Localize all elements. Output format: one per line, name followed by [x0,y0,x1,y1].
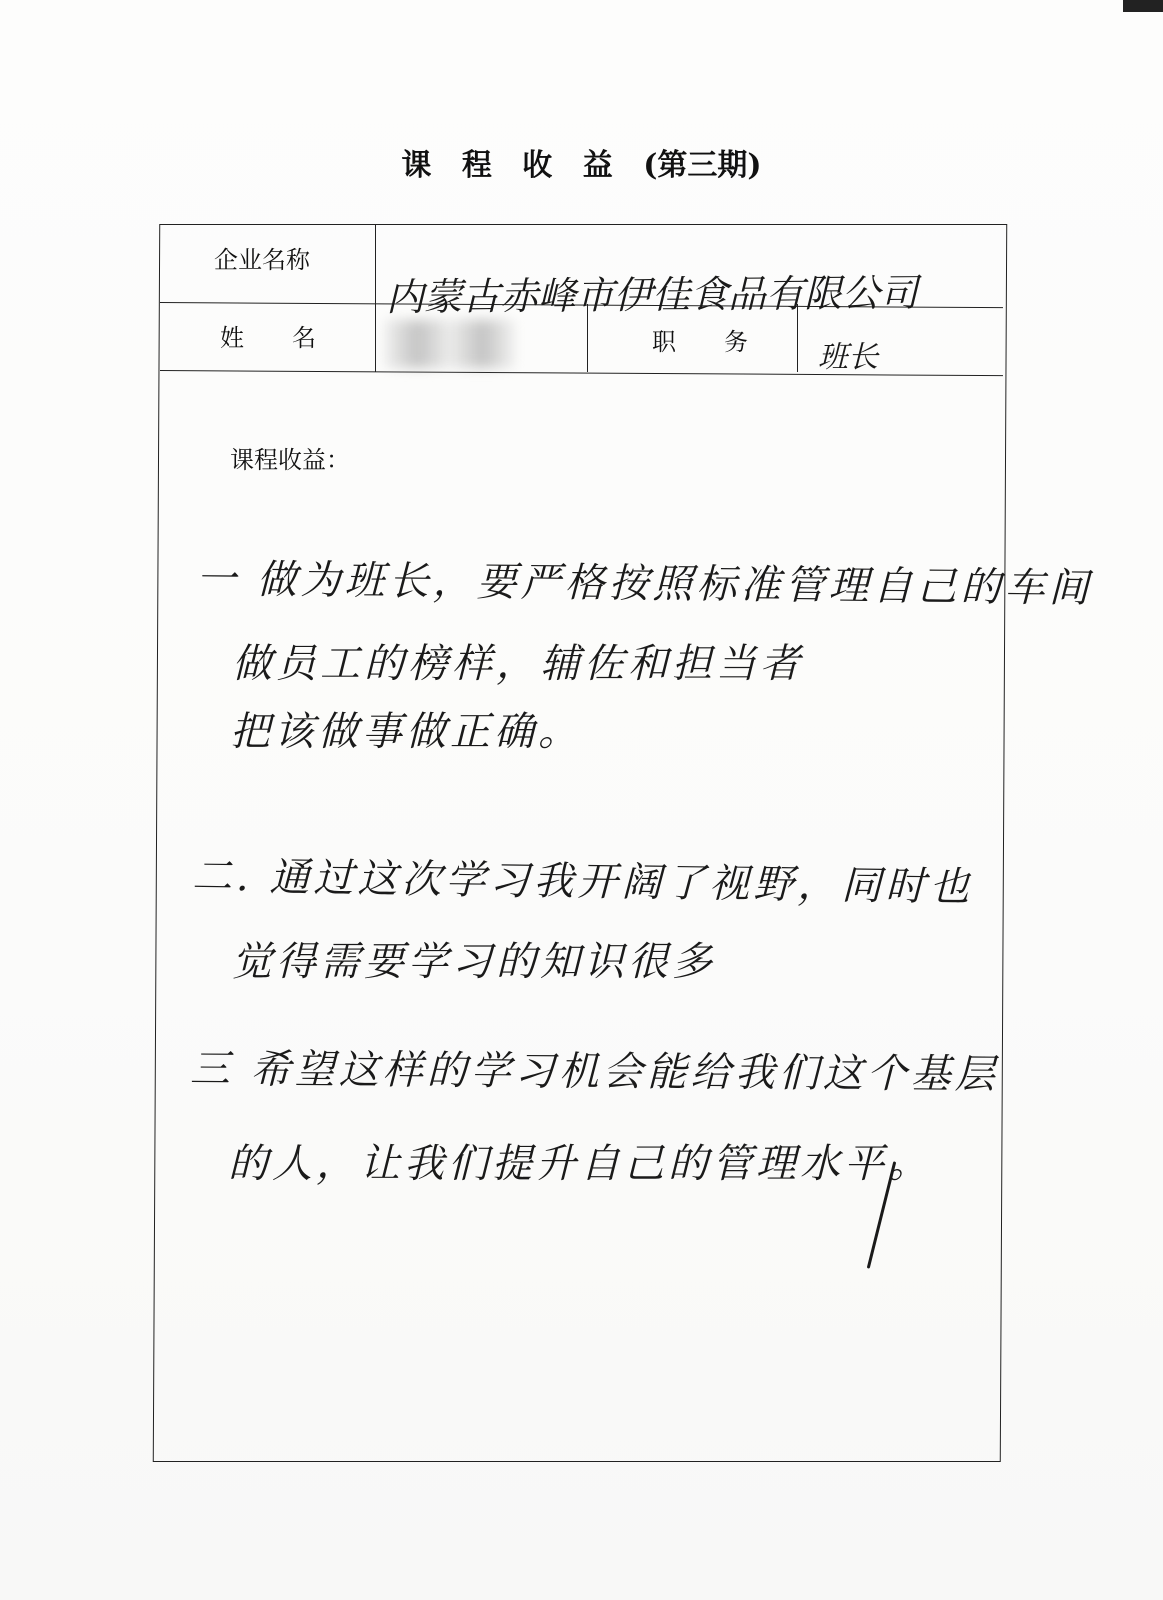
form-title [0,140,1163,184]
benefit-line-3: 把该做事做正确。 [230,709,582,755]
position-value: 班长 [818,340,878,375]
position-label: 职 务 [652,328,748,356]
benefit-line-4: 二. 通过这次学习我开阔了视野，同时也 [191,853,974,911]
company-name-label: 企业名称 [214,246,310,274]
company-name-value: 内蒙古赤峰市伊佳食品有限公司 [385,270,919,320]
col-divider-label [375,224,376,372]
form-title-issue: (第三期) [643,148,762,183]
benefits-label: 课程收益： [230,446,350,474]
name-label: 姓 名 [220,324,316,352]
benefit-line-1: 一 做为班长，要严格按照标准管理自己的车间 [195,556,1093,612]
redacted-name [385,320,515,368]
form-table-border [153,224,1007,1462]
benefit-line-6: 三 希望这样的学习机会能给我们这个基层 [189,1046,999,1098]
form-title-text: 课 程 收 益 [401,148,623,183]
benefit-line-2: 做员工的榜样，辅佐和担当者 [232,641,804,687]
scan-edge-mark [1123,0,1163,12]
benefit-line-7: 的人，让我们提升自己的管理水平。 [228,1141,932,1187]
benefit-line-5: 觉得需要学习的知识很多 [232,939,716,985]
